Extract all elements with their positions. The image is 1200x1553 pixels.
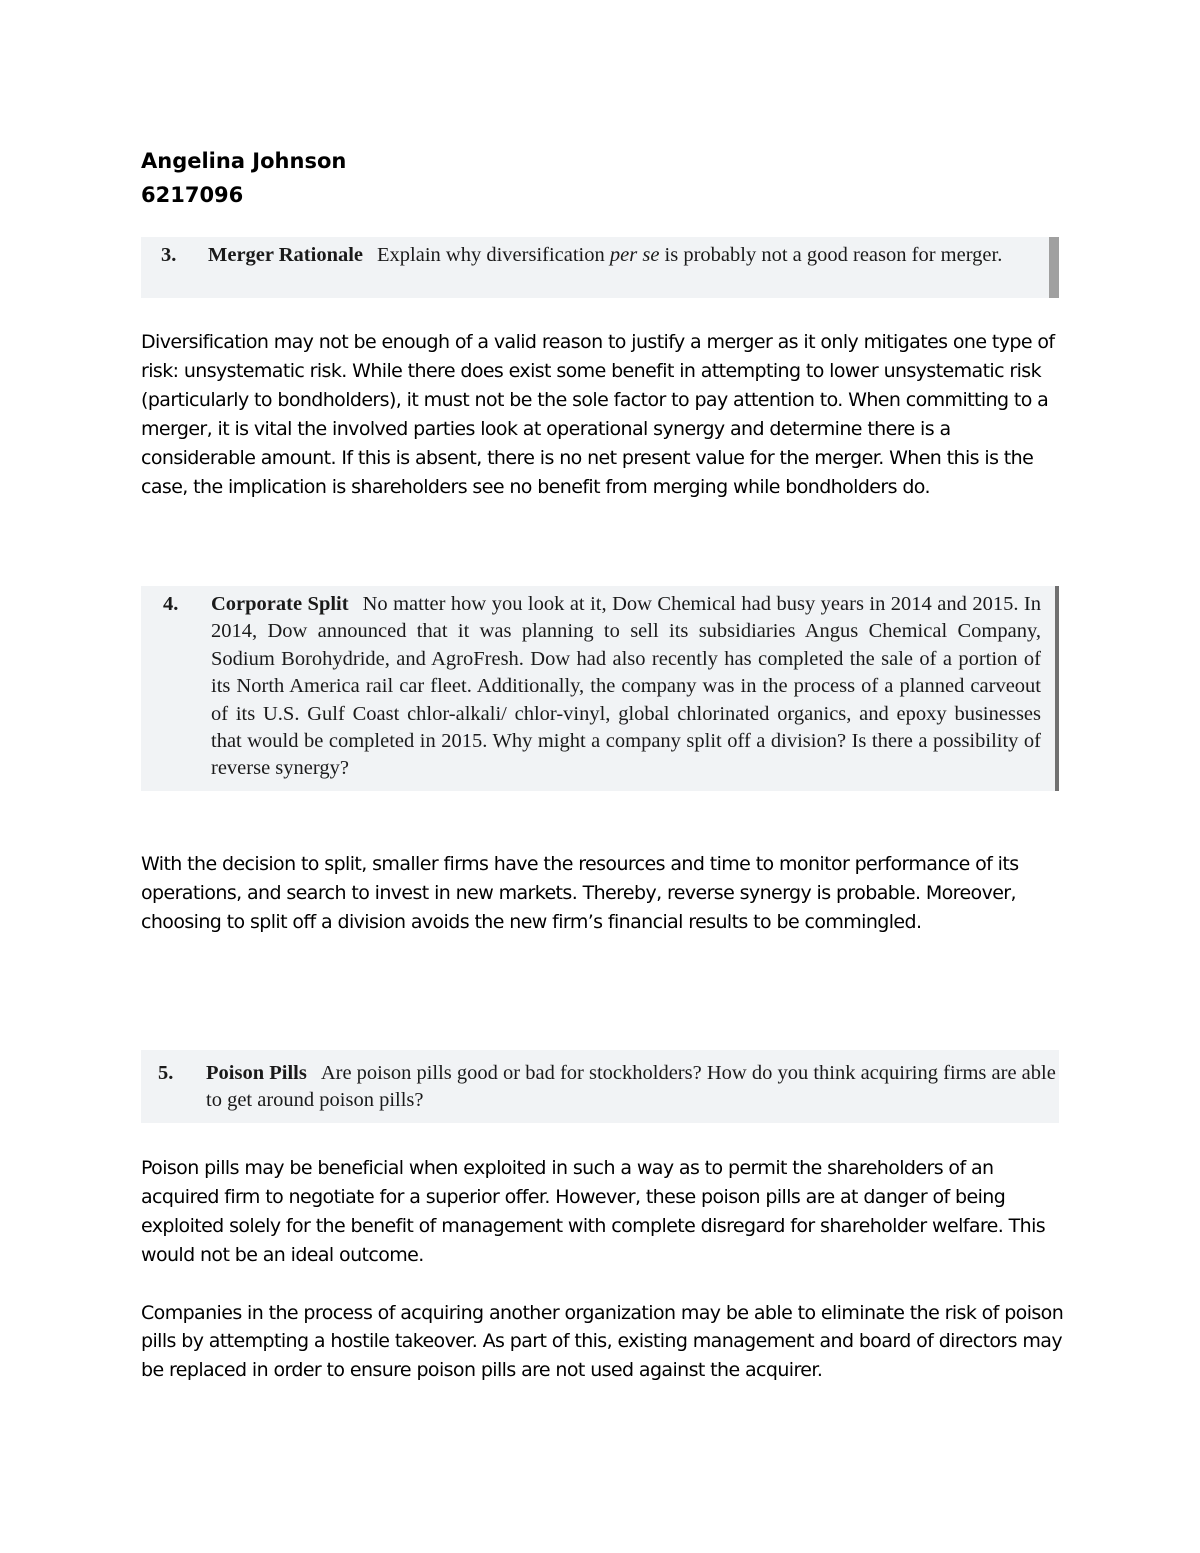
question-4-text (211, 591, 1041, 783)
question-4-title: Corporate Split (211, 593, 349, 615)
question-4-box (141, 586, 1059, 791)
question-3-italic: per se (609, 244, 660, 266)
answer-4 (141, 850, 1066, 937)
question-5-number: 5. (158, 1062, 174, 1084)
question-4-bar (1055, 586, 1059, 791)
question-3-title: Merger Rationale (208, 244, 364, 266)
question-5-box (141, 1050, 1059, 1123)
question-3-text-b: is probably not a good reason for merger. (659, 244, 1003, 266)
question-3-box (141, 237, 1059, 298)
student-header (141, 144, 346, 212)
question-4-number: 4. (163, 593, 179, 615)
question-3-text-a: Explain why diversification (377, 244, 610, 266)
question-5-body: Are poison pills good or bad for stockholders? How do you think acquiring firms are able to get around poison pills? (206, 1062, 1056, 1112)
question-3-number: 3. (161, 244, 177, 266)
question-3-text (208, 242, 1040, 269)
question-3-bar (1049, 237, 1059, 298)
answer-4-paragraph: With the decision to split, smaller firms have the resources and time to monitor performance of its operations, and search to invest in new markets. Thereby, reverse synergy is probable. Moreover, choosing to split off a division avoids the new firm’s financial results to be commingled. (141, 853, 1019, 933)
answer-5 (141, 1154, 1066, 1385)
student-name: Angelina Johnson (141, 149, 347, 173)
question-5-text (206, 1060, 1056, 1115)
answer-5-paragraph-2: Companies in the process of acquiring another organization may be able to eliminate the risk of poison pills by attempting a hostile takeover. As part of this, existing management and board of directors may be replaced in order to ensure poison pills are not used against the acquirer. (141, 1301, 1064, 1382)
answer-3 (141, 328, 1066, 501)
student-id: 6217096 (141, 183, 244, 207)
question-5-title: Poison Pills (206, 1062, 307, 1084)
question-4-body: No matter how you look at it, Dow Chemical had busy years in 2014 and 2015. In 2014, Dow announced that it was planning to sell its subsidiaries Angus Chemical Company, Sodium Borohydride, and AgroFresh. Dow had also recently has completed the sale of a portion of its North America rail car fleet. Additionally, the company was in the process of a planned carveout of its U.S. Gulf Coast chlor-alkali/ chlor-vinyl, global chlorinated organics, and epoxy businesses that would be completed in 2015. Why might a company split off a division? Is there a possibility of reverse synergy? (211, 593, 1042, 780)
answer-5-paragraph-1: Poison pills may be beneficial when exploited in such a way as to permit the shareholders of an acquired firm to negotiate for a superior offer. However, these poison pills are at danger of being exploited solely for the benefit of management with complete disregard for shareholder welfare. This would not be an ideal outcome. (141, 1157, 1046, 1266)
answer-3-paragraph: Diversification may not be enough of a valid reason to justify a merger as it only mitigates one type of risk: unsystematic risk. While there does exist some benefit in attempting to lower unsystematic risk (particularly to bondholders), it must not be the sole factor to pay attention to. When committing to a merger, it is vital the involved parties look at operational synergy and determine there is a considerable amount. If this is absent, there is no net present value for the merger. When this is the case, the implication is shareholders see no benefit from merging while bondholders do. (141, 331, 1055, 498)
